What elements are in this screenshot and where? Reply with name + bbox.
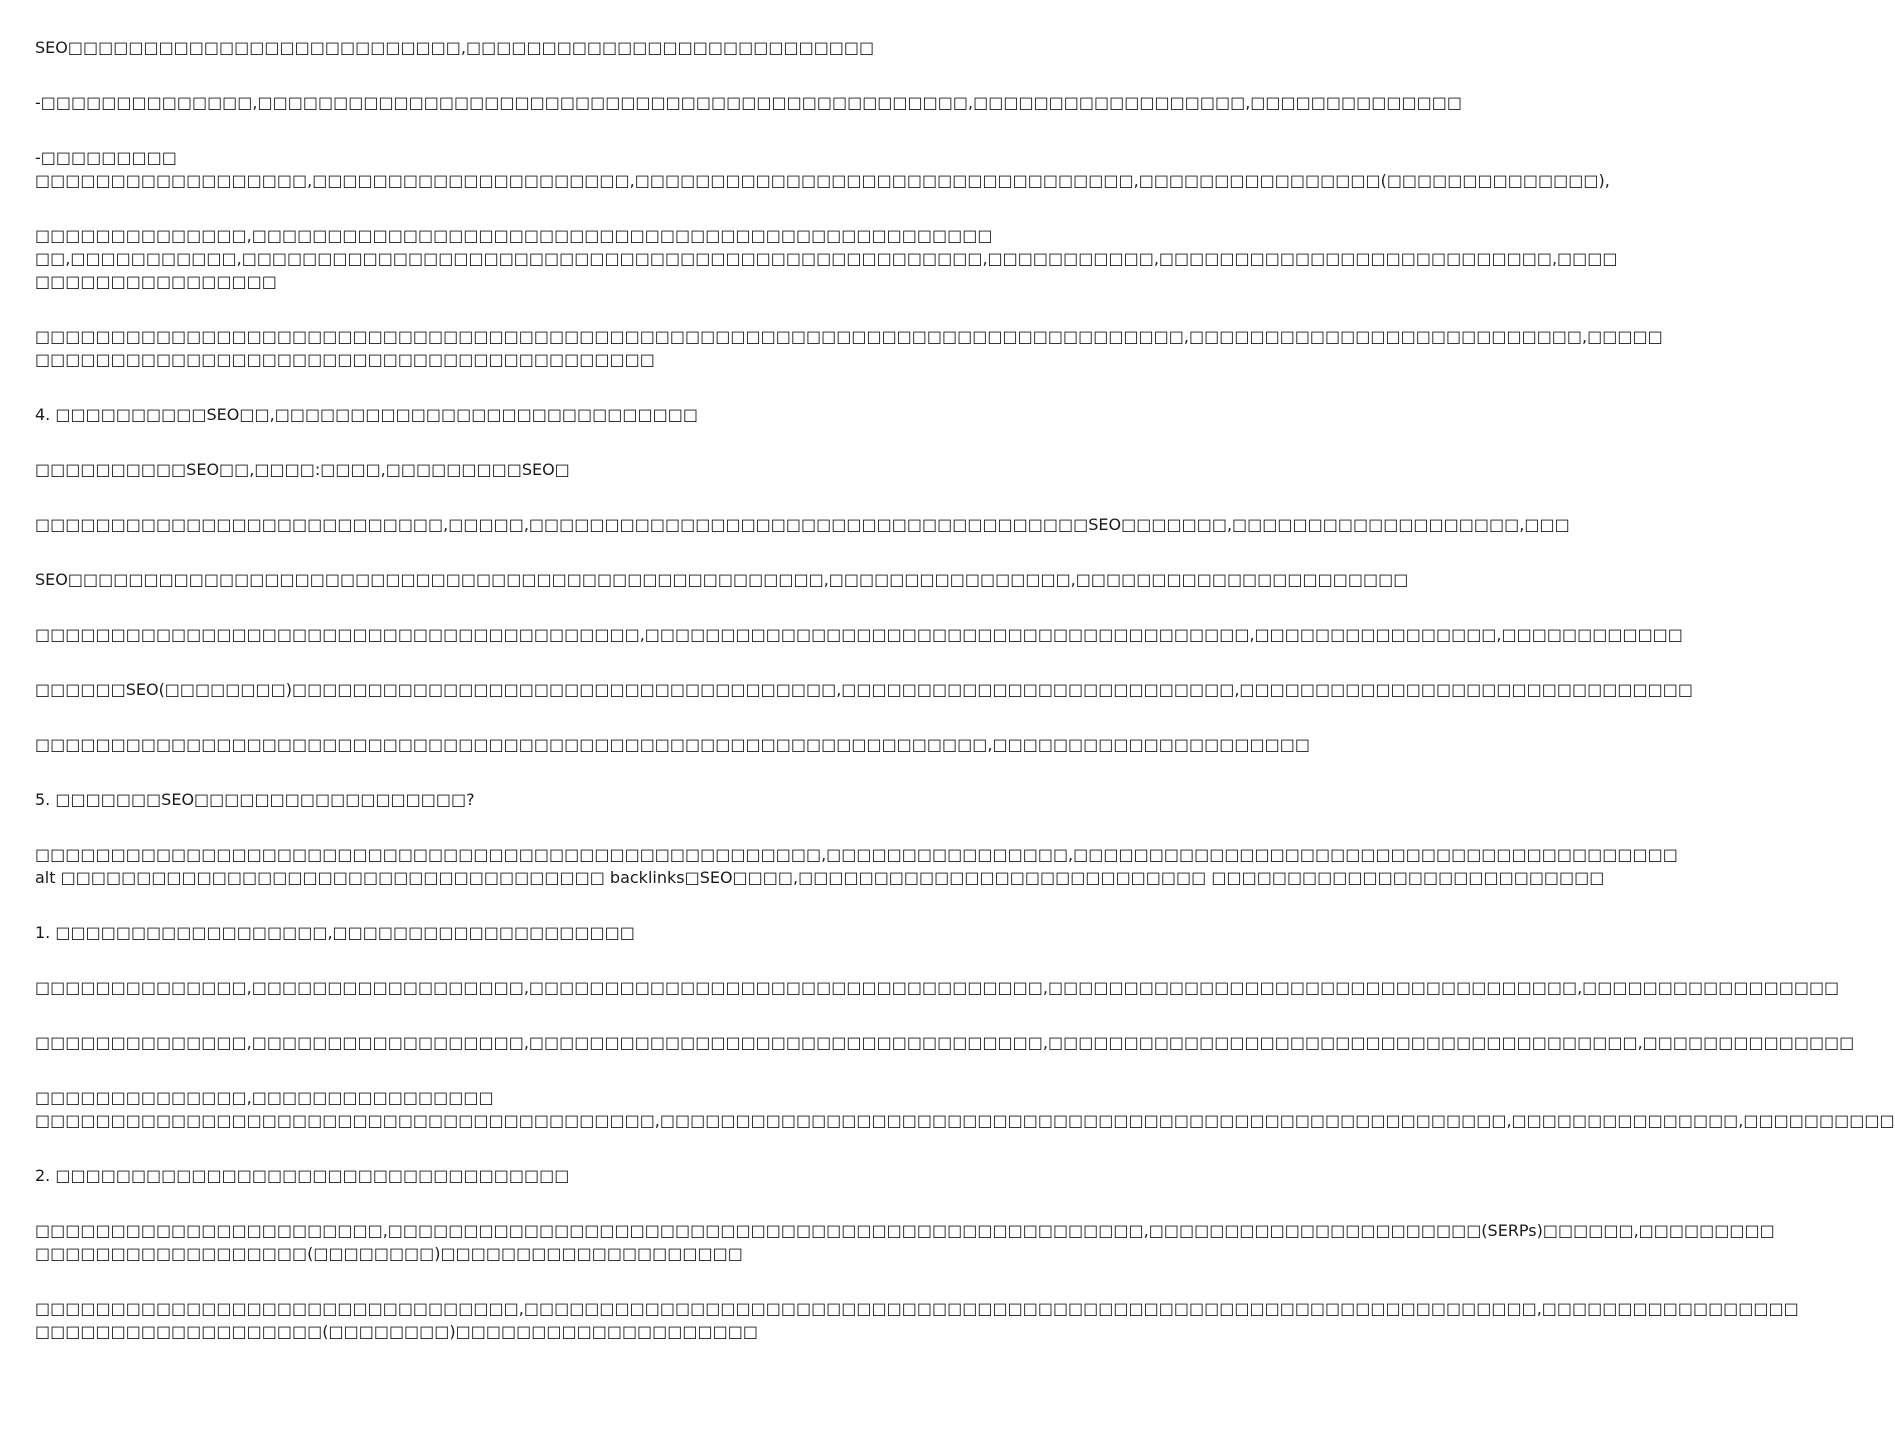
paragraph-line: □□□□□□□□□□SEO□□,□□□□:□□□□,□□□□□□□□□SEO□ [35,460,570,479]
paragraph [35,325,1663,371]
paragraph [35,146,1610,192]
paragraph-line: □□□□□□□□□□□□□□,□□□□□□□□□□□□□□□□ [35,1088,494,1107]
paragraph-line: □□□□□□SEO(□□□□□□□□)□□□□□□□□□□□□□□□□□□□□□□□□□□□□□□□□□□□□,□□□□□□□□□□□□□□□□□□□□□□□□□□,□□□□□□□□□□□□□□□□□□□□□□□□□□□□□□ [35,680,1693,699]
paragraph-line: 4. □□□□□□□□□□SEO□□,□□□□□□□□□□□□□□□□□□□□□□□□□□□□ [35,405,698,424]
paragraph-line: □□,□□□□□□□□□□□,□□□□□□□□□□□□□□□□□□□□□□□□□□□□□□□□□□□□□□□□□□□□□□□□□,□□□□□□□□□□□,□□□□□□□□□□□□□□□□□□□□□□□□□□,□□□□ [35,249,1618,268]
paragraph-line: □□□□□□□□□□□□□□□□□□□□□□□,□□□□□□□□□□□□□□□□□□□□□□□□□□□□□□□□□□□□□□□□□□□□□□□□□□,□□□□□□□□□□□□□□□□□□□□□□(SERPs)□□□□□□,□□□□□□□□□ [35,1221,1775,1240]
paragraph-line: □□□□□□□□□□□□□□□□□□□□□□□□□□□□□□□□□□□□□□□□□□□□□□□□□□□□,□□□□□□□□□□□□□□□□,□□□□□□□□□□□□□□□□□□□□□□□□□□□□□□□□□□□□□□□□ [35,845,1678,864]
paragraph [35,1031,1855,1054]
paragraph-line: □□□□□□□□□□□□□□□□□□□□□□□□□□□□□□□□□□□□□□□□□,□□□□□□□□□□□□□□□□□□□□□□□□□□□□□□□□□□□□□□□□□□□□□□□□□□□□□□□□,□□□□□□□□□□□□□□□,□□□□□□□□□□ [35,1111,1895,1130]
paragraph [35,921,990,944]
paragraph-line: □□□□□□□□□□□□□□□□□□(□□□□□□□□)□□□□□□□□□□□□□□□□□□□□ [35,1244,743,1263]
paragraph-line: SEO□□□□□□□□□□□□□□□□□□□□□□□□□□□□□□□□□□□□□□□□□□□□□□□□□□,□□□□□□□□□□□□□□□□,□□□□□□□□□□□□□□□□□□□□□□ [35,570,1409,589]
paragraph [35,843,1678,889]
paragraph-line: □□□□□□□□□□□□□□,□□□□□□□□□□□□□□□□□□,□□□□□□□□□□□□□□□□□□□□□□□□□□□□□□□□□□,□□□□□□□□□□□□□□□□□□□□□□□□□□□□□□□□□□□,□□□□□□□□□□□□□□□□□ [35,978,1840,997]
paragraph-line: □□□□□□□□□□□□□□□□ [35,272,277,291]
paragraph-line: -□□□□□□□□□ [35,148,177,167]
paragraph-line: alt □□□□□□□□□□□□□□□□□□□□□□□□□□□□□□□□□□□□ backlinks□SEO□□□□,□□□□□□□□□□□□□□□□□□□□□□□□□□□ □□□□□□□□□□□□□□□□□□□□□□□□□□ [35,868,1605,887]
paragraph-line: □□□□□□□□□□□□□□,□□□□□□□□□□□□□□□□□□,□□□□□□□□□□□□□□□□□□□□□□□□□□□□□□□□□□,□□□□□□□□□□□□□□□□□□□□□□□□□□□□□□□□□□□□□□□,□□□□□□□□□□□□□□ [35,1033,1855,1052]
paragraph-line: □□□□□□□□□□□□□□,□□□□□□□□□□□□□□□□□□□□□□□□□□□□□□□□□□□□□□□□□□□□□□□□□ [35,226,993,245]
paragraph-line: □□□□□□□□□□□□□□□□□□□□□□□□□□□□□□□□□□□□□□□□□□□□□□□□□□□□□□□□□□□□□□□,□□□□□□□□□□□□□□□□□□□□□ [35,735,1310,754]
paragraph [35,623,1683,646]
paragraph [35,513,1570,536]
paragraph-line: □□□□□□□□□□□□□□□□□□□□□□□□□□□□□□□□,□□□□□□□□□□□□□□□□□□□□□□□□□□□□□□□□□□□□□□□□□□□□□□□□□□□□□□□□□□□□□□□□□□□,□□□□□□□□□□□□□□□□□ [35,1299,1799,1318]
paragraph-line: □□□□□□□□□□□□□□□□□□□□□□□□□□□□□□□□□□□□□□□□□□□□□□□□□□□□□□□□□□□□□□□□□□□□□□□□□□□□,□□□□□□□□□□□□□□□□□□□□□□□□□□,□□□□□ [35,327,1663,346]
paragraph [35,224,1618,293]
paragraph [35,678,1693,701]
paragraph [35,733,1310,756]
paragraph-line: □□□□□□□□□□□□□□□□□□□□□□□□□□□,□□□□□,□□□□□□□□□□□□□□□□□□□□□□□□□□□□□□□□□□□□□SEO□□□□□□□,□□□□□□□□□□□□□□□□□□□,□□□ [35,515,1570,534]
paragraph [35,91,1462,114]
paragraph [35,1164,990,1187]
document-page [35,36,1895,1375]
paragraph [35,1297,1799,1343]
paragraph [35,458,990,481]
paragraph-line: -□□□□□□□□□□□□□□,□□□□□□□□□□□□□□□□□□□□□□□□□□□□□□□□□□□□□□□□□□□□□□□,□□□□□□□□□□□□□□□□□□,□□□□□□□□□□□□□□ [35,93,1462,112]
paragraph [35,1086,1895,1132]
paragraph [35,788,990,811]
paragraph [35,1219,1775,1265]
paragraph-line: □□□□□□□□□□□□□□□□□□,□□□□□□□□□□□□□□□□□□□□□,□□□□□□□□□□□□□□□□□□□□□□□□□□□□□□□□□,□□□□□□□□□□□□□□□□(□□□□□□□□□□□□□□), [35,171,1610,190]
paragraph [35,36,990,59]
paragraph-line: □□□□□□□□□□□□□□□□□□□□□□□□□□□□□□□□□□□□□□□□,□□□□□□□□□□□□□□□□□□□□□□□□□□□□□□□□□□□□□□□□,□□□□□□□□□□□□□□□□,□□□□□□□□□□□□ [35,625,1683,644]
paragraph-line: □□□□□□□□□□□□□□□□□□□(□□□□□□□□)□□□□□□□□□□□□□□□□□□□□ [35,1322,758,1341]
paragraph-line: SEO□□□□□□□□□□□□□□□□□□□□□□□□□□,□□□□□□□□□□□□□□□□□□□□□□□□□□□ [35,38,875,57]
paragraph-line: □□□□□□□□□□□□□□□□□□□□□□□□□□□□□□□□□□□□□□□□□ [35,350,655,369]
paragraph-line: 2. □□□□□□□□□□□□□□□□□□□□□□□□□□□□□□□□□□ [35,1166,570,1185]
paragraph [35,403,990,426]
paragraph-line: 1. □□□□□□□□□□□□□□□□□□,□□□□□□□□□□□□□□□□□□□□ [35,923,635,942]
paragraph [35,568,1409,591]
paragraph [35,976,1840,999]
paragraph-line: 5. □□□□□□□SEO□□□□□□□□□□□□□□□□□□? [35,790,475,809]
